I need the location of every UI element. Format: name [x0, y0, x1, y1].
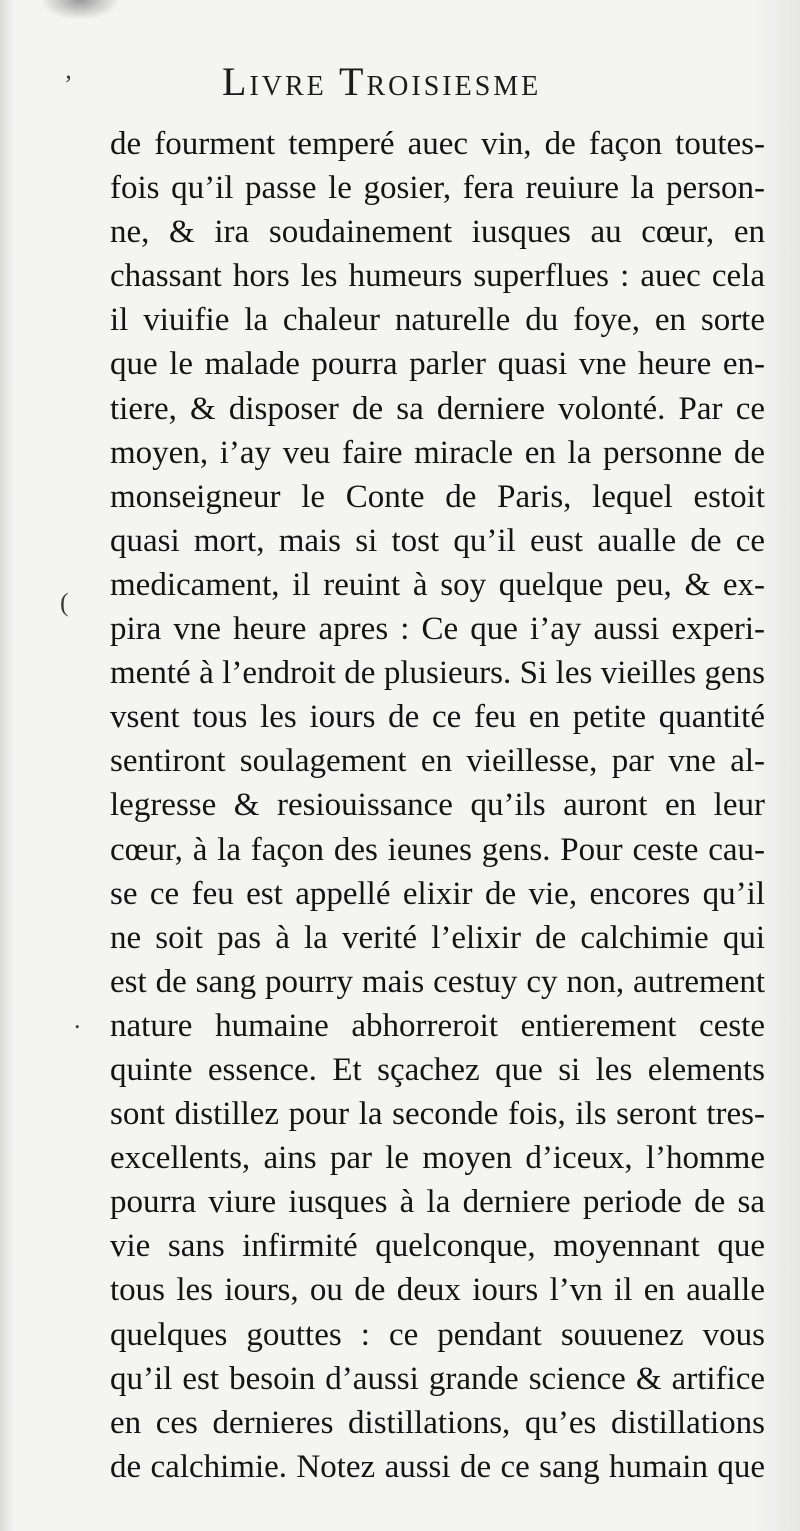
text-line: est de sang pourry mais cestuy cy non, autrement [110, 963, 765, 1000]
text-line: vie sans infirmité quelconque, moyennant que [110, 1228, 765, 1265]
text-line: qu’il est besoin d’aussi grande science & artifice [110, 1360, 765, 1397]
text-line: vsent tous les iours de ce feu en petite quantité [110, 699, 765, 736]
text-line: il viuifie la chaleur naturelle du foye, en sorte [110, 302, 765, 339]
text-line: que le malade pourra parler quasi vne heure en- [110, 346, 765, 383]
text-line: medicament, il reuint à soy quelque peu, & ex- [110, 566, 765, 603]
text-line: de calchimie. Notez aussi de ce sang humain que [110, 1448, 765, 1485]
text-line: quasi mort, mais si tost qu’il eust aualle de ce [110, 522, 765, 559]
text-line: tous les iours, ou de deux iours l’vn il en aualle [110, 1272, 765, 1309]
text-line: de fourment temperé auec vin, de façon toutes- [110, 126, 765, 162]
margin-mark-lower: . [74, 1005, 81, 1034]
text-line: se ce feu est appellé elixir de vie, encores qu’il [110, 875, 765, 912]
text-line: pourra viure iusques à la derniere periode de sa [110, 1184, 765, 1221]
text-line: legresse & resiouissance qu’ils auront en leur [110, 787, 765, 824]
text-line: ne soit pas à la verité l’elixir de calchimie qui [110, 919, 765, 956]
text-line: quinte essence. Et sçachez que si les elements [110, 1051, 765, 1088]
text-line: chassant hors les humeurs superflues : auec cela [110, 258, 765, 295]
text-line: ne, & ira soudainement iusques au cœur, en [110, 214, 765, 251]
text-line: fois qu’il passe le gosier, fera reuiure la person- [110, 170, 765, 207]
text-line: cœur, à la façon des ieunes gens. Pour ceste cau- [110, 831, 765, 868]
ink-smudge [40, 0, 120, 20]
text-line: tiere, & disposer de sa derniere volonté. Par ce [110, 390, 765, 427]
running-head: Livre Troisiesme [222, 59, 542, 104]
text-line: pira vne heure apres : Ce que i’ay aussi experi- [110, 611, 765, 648]
body-text [110, 122, 765, 1489]
text-line: sont distillez pour la seconde fois, ils seront tres- [110, 1096, 765, 1133]
margin-mark-upper: ’ [64, 70, 73, 99]
margin-mark-middle: ( [60, 588, 69, 617]
text-line: moyen, i’ay veu faire miracle en la personne de [110, 434, 765, 471]
text-line: excellents, ains par le moyen d’iceux, l’homme [110, 1140, 765, 1177]
text-line: en ces dernieres distillations, qu’es distillations [110, 1404, 765, 1441]
text-line: monseigneur le Conte de Paris, lequel estoit [110, 478, 765, 515]
text-line: sentiront soulagement en vieillesse, par vne al- [110, 743, 765, 780]
text-line: menté à l’endroit de plusieurs. Si les vieilles gens [110, 655, 765, 692]
text-line: quelques gouttes : ce pendant souuenez vous [110, 1316, 765, 1353]
text-line: nature humaine abhorreroit entierement ceste [110, 1007, 765, 1044]
page-gutter-shadow [0, 0, 14, 1531]
